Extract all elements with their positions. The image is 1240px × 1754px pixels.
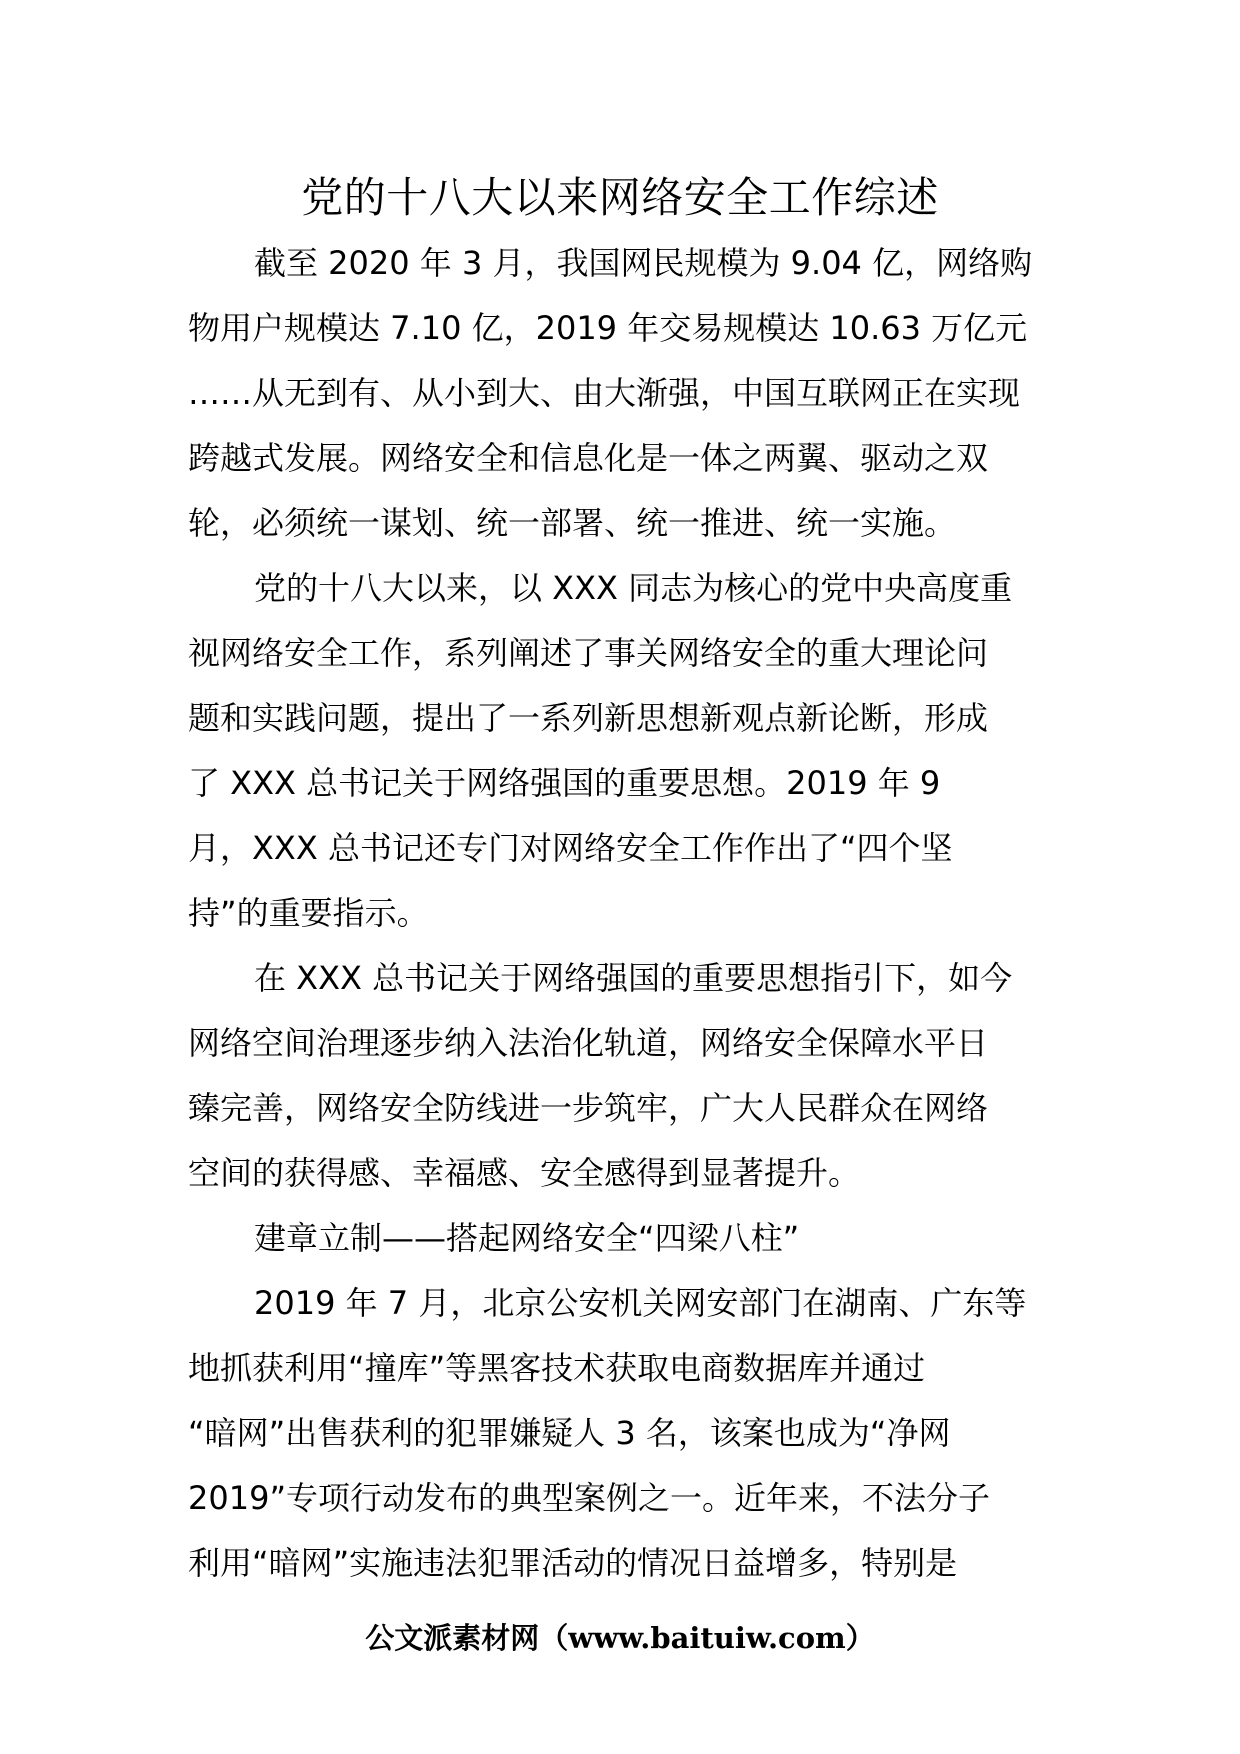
- text-line: 2019”专项行动发布的典型案例之一。近年来，不法分子: [188, 1479, 991, 1517]
- document-title: 党的十八大以来网络安全工作综述: [301, 173, 939, 222]
- text-line: 在 XXX 总书记关于网络强国的重要思想指引下，如今: [254, 959, 1013, 997]
- text-line: 利用“暗网”实施违法犯罪活动的情况日益增多，特别是: [188, 1544, 958, 1582]
- text-line: 了 XXX 总书记关于网络强国的重要思想。2019 年 9: [188, 764, 941, 802]
- text-line: 物用户规模达 7.10 亿，2019 年交易规模达 10.63 万亿元: [188, 309, 1028, 347]
- text-line: ……从无到有、从小到大、由大渐强，中国互联网正在实现: [188, 374, 1021, 412]
- text-line: 月，XXX 总书记还专门对网络安全工作作出了“四个坚: [188, 829, 953, 867]
- text-line: 党的十八大以来，以 XXX 同志为核心的党中央高度重: [254, 569, 1013, 607]
- text-line: 臻完善，网络安全防线进一步筑牢，广大人民群众在网络: [188, 1089, 989, 1127]
- section-heading: 建章立制——搭起网络安全“四梁八柱”: [254, 1219, 800, 1257]
- document-body: [188, 231, 1052, 1596]
- text-line: 地抓获利用“撞库”等黑客技术获取电商数据库并通过: [188, 1349, 926, 1387]
- text-line: 题和实践问题，提出了一系列新思想新观点新论断，形成: [188, 699, 989, 737]
- text-line: 2019 年 7 月，北京公安机关网安部门在湖南、广东等: [254, 1284, 1027, 1322]
- text-line: 网络空间治理逐步纳入法治化轨道，网络安全保障水平日: [188, 1024, 989, 1062]
- text-line: 截至 2020 年 3 月，我国网民规模为 9.04 亿，网络购: [254, 244, 1033, 282]
- text-line: 跨越式发展。网络安全和信息化是一体之两翼、驱动之双: [188, 439, 989, 477]
- text-line: 空间的获得感、幸福感、安全感得到显著提升。: [188, 1154, 861, 1192]
- text-line: 视网络安全工作，系列阐述了事关网络安全的重大理论问: [188, 634, 989, 672]
- text-line: 轮，必须统一谋划、统一部署、统一推进、统一实施。: [188, 504, 957, 542]
- footer-watermark: 公文派素材网（www.baituiw.com）: [365, 1621, 875, 1655]
- text-line: “暗网”出售获利的犯罪嫌疑人 3 名，该案也成为“净网: [188, 1414, 951, 1452]
- text-line: 持”的重要指示。: [188, 894, 429, 932]
